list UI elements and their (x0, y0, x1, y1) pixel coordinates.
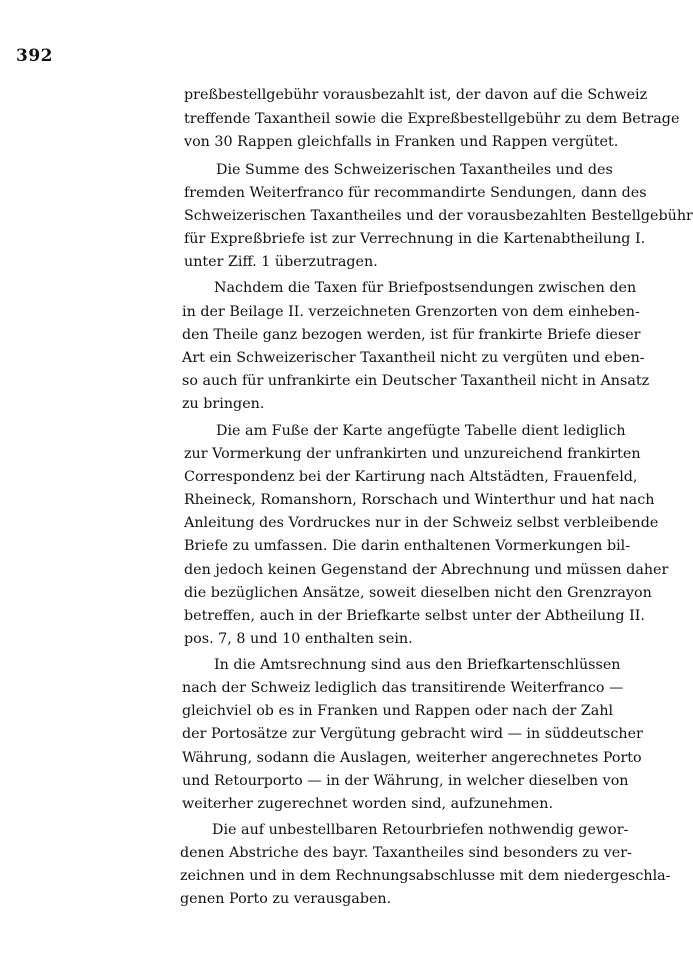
text-line: Anleitung des Vordruckes nur in der Schweiz selbst verbleibende (184, 515, 659, 531)
text-line: preßbestellgebühr vorausbezahlt ist, der davon auf die Schweiz (184, 87, 648, 103)
text-line: Briefe zu umfassen. Die darin enthaltenen Vormerkungen bil- (184, 538, 631, 554)
text-line: zeichnen und in dem Rechnungsabschlusse mit dem niedergeschla- (180, 868, 671, 884)
text-line: In die Amtsrechnung sind aus den Briefkartenschlüssen (214, 657, 621, 673)
text-line: nach der Schweiz lediglich das transitirende Weiterfranco — (182, 680, 624, 696)
text-line: treffende Taxantheil sowie die Expreßbestellgebühr zu dem Betrage (184, 111, 680, 127)
text-line: zu bringen. (182, 396, 265, 412)
text-line: weiterher zugerechnet worden sind, aufzunehmen. (182, 796, 553, 812)
text-line: fremden Weiterfranco für recommandirte Sendungen, dann des (184, 185, 647, 201)
text-line: betreffen, auch in der Briefkarte selbst unter der Abtheilung II. (184, 608, 645, 624)
text-line: Währung, sodann die Auslagen, weiterher angerechnetes Porto (182, 750, 642, 766)
text-line: unter Ziff. 1 überzutragen. (184, 254, 378, 270)
text-line: in der Beilage II. verzeichneten Grenzorten von dem einheben- (182, 304, 640, 320)
text-line: denen Abstriche des bayr. Taxantheiles sind besonders zu ver- (180, 845, 632, 861)
text-line: Schweizerischen Taxantheiles und der vorausbezahlten Bestellgebühr (184, 208, 693, 224)
text-line: genen Porto zu verausgaben. (180, 891, 392, 907)
text-line: Die auf unbestellbaren Retourbriefen nothwendig gewor- (212, 822, 629, 838)
text-line: Nachdem die Taxen für Briefpostsendungen zwischen den (214, 280, 637, 296)
text-line: den jedoch keinen Gegenstand der Abrechnung und müssen daher (184, 562, 669, 578)
text-line: für Expreßbriefe ist zur Verrechnung in die Kartenabtheilung I. (184, 231, 646, 247)
page-number: 392 (16, 46, 53, 66)
text-line: Die Summe des Schweizerischen Taxantheiles und des (216, 162, 613, 178)
text-line: von 30 Rappen gleichfalls in Franken und Rappen vergütet. (184, 134, 619, 150)
text-line: den Theile ganz bezogen werden, ist für frankirte Briefe dieser (182, 327, 641, 343)
text-line: Die am Fuße der Karte angefügte Tabelle dient lediglich (216, 423, 626, 439)
text-line: und Retourporto — in der Währung, in welcher dieselben von (182, 773, 629, 789)
text-line: Rheineck, Romanshorn, Rorschach und Winterthur und hat nach (184, 492, 655, 508)
text-line: zur Vormerkung der unfrankirten und unzureichend frankirten (184, 446, 641, 462)
text-line: so auch für unfrankirte ein Deutscher Taxantheil nicht in Ansatz (182, 373, 650, 389)
text-line: der Portosätze zur Vergütung gebracht wird — in süddeutscher (182, 726, 643, 742)
text-line: gleichviel ob es in Franken und Rappen oder nach der Zahl (182, 703, 614, 719)
text-line: Correspondenz bei der Kartirung nach Altstädten, Frauenfeld, (184, 469, 638, 485)
text-line: Art ein Schweizerischer Taxantheil nicht zu vergüten und eben- (182, 350, 645, 366)
text-line: die bezüglichen Ansätze, soweit dieselben nicht den Grenzrayon (184, 585, 652, 601)
text-line: pos. 7, 8 und 10 enthalten sein. (184, 631, 413, 647)
